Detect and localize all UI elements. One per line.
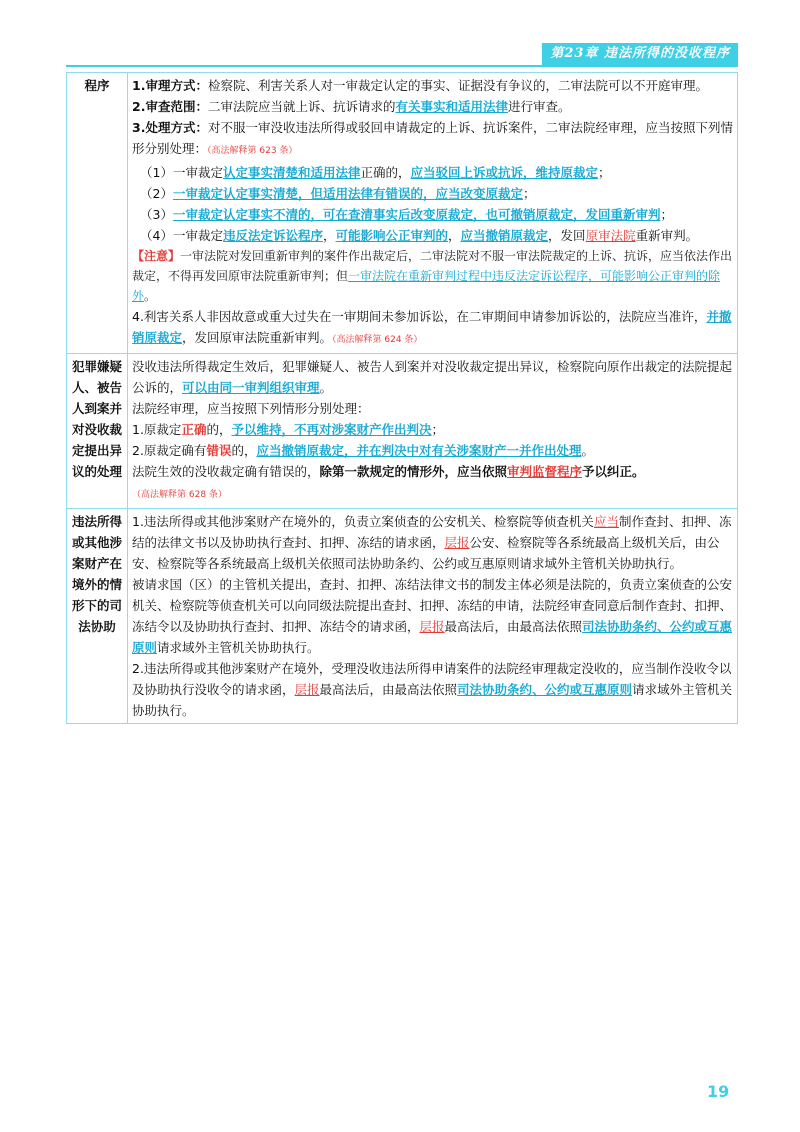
red-highlight: 层报 bbox=[294, 682, 320, 697]
text: ； bbox=[598, 165, 611, 180]
paragraph bbox=[132, 440, 733, 461]
text: 2.违法所得或其他涉案财产在境外，受理没收违法所得申请案件的法院经审理裁定没收的，应当制作没收令以及协助执行没收令的请求函， bbox=[132, 661, 732, 697]
note-box bbox=[132, 246, 733, 306]
red-highlight: 审判监督程序 bbox=[507, 464, 583, 479]
text: 对不服一审没收违法所得或驳回申请裁定的上诉、抗诉案件，二审法院经审理，应当按照下列情形分别处理： bbox=[132, 120, 733, 156]
text: 的， bbox=[231, 443, 257, 458]
highlight: 违反法定诉讼程序 bbox=[222, 228, 323, 243]
table-row bbox=[67, 73, 738, 354]
red-highlight: 层报 bbox=[419, 619, 445, 634]
highlight: 一审法院在重新审判过程中违反法定诉讼程序，可能影响公正审判的除外 bbox=[132, 269, 721, 303]
text: 请求域外主管机关协助执行。 bbox=[132, 682, 733, 718]
paragraph bbox=[132, 574, 733, 658]
text: ，发回 bbox=[548, 228, 586, 243]
paragraph bbox=[132, 658, 733, 721]
text: 检察院、利害关系人对一审裁定认定的事实、证据没有争议的，二审法院可以不开庭审理。 bbox=[207, 78, 708, 93]
text: ，发回原审法院重新审判。 bbox=[182, 330, 333, 345]
text: 进行审查。 bbox=[507, 99, 571, 114]
list-item bbox=[132, 183, 733, 204]
text: 的， bbox=[206, 422, 232, 437]
list-item bbox=[132, 225, 733, 246]
text: 。 bbox=[319, 380, 333, 395]
table-row bbox=[67, 509, 738, 724]
text: 没收违法所得裁定生效后，犯罪嫌疑人、被告人到案并对没收裁定提出异议，检察院向原作出裁定的法院提起公诉的， bbox=[132, 359, 733, 395]
text: （1）一审裁定 bbox=[140, 165, 223, 180]
text: 1.原裁定 bbox=[132, 422, 182, 437]
paragraph bbox=[132, 75, 733, 96]
row-label: 违法所得或其他涉案财产在境外的情形下的司法协助 bbox=[67, 509, 128, 724]
item-title: 3.处理方式： bbox=[132, 120, 208, 135]
red-highlight: 正确 bbox=[181, 422, 207, 437]
row-content bbox=[128, 354, 738, 509]
text: 二审法院应当就上诉、抗诉请求的 bbox=[207, 99, 396, 114]
citation: （高法解释第 628 条） bbox=[132, 490, 227, 500]
text: 被请求国（区）的主管机关提出，查封、扣押、冻结法律文书的制发主体必须是法院的，负责立案侦查的公安机关、检察院等侦查机关可以向同级法院提出查封、扣押、冻结的申请，法院经审查同意后制作查封、扣押、冻结令以及协助执行查封、扣押、冻结令的请求函， bbox=[132, 577, 733, 634]
text: ， bbox=[448, 228, 461, 243]
chapter-header: 第23章 违法所得的没收程序 bbox=[542, 43, 738, 65]
red-highlight: 应当 bbox=[593, 514, 619, 529]
highlight: 可以由同一审判组织审理 bbox=[182, 380, 320, 395]
text: ； bbox=[431, 422, 444, 437]
paragraph bbox=[132, 482, 733, 506]
paragraph bbox=[132, 96, 733, 117]
highlight: 一审裁定认定事实清楚，但适用法律有错误的，应当改变原裁定 bbox=[172, 186, 523, 201]
citation: （高法解释第 623 条） bbox=[207, 146, 298, 156]
text: 2.原裁定确有 bbox=[132, 443, 207, 458]
paragraph bbox=[132, 117, 733, 162]
text: 重新审判。 bbox=[635, 228, 699, 243]
text: ； bbox=[660, 207, 673, 222]
highlight: 应当撤销原裁定，并在判决中对有关涉案财产一并作出处理 bbox=[256, 443, 582, 458]
table-row bbox=[67, 354, 738, 509]
paragraph bbox=[132, 356, 733, 398]
text: 一审法院对发回重新审判的案件作出裁定后，二审法院对不服一审法院裁定的上诉、抗诉，应当依法作出裁定，不得再发回原审法院重新审判；但 bbox=[132, 249, 733, 283]
note-label: 【注意】 bbox=[132, 249, 181, 263]
highlight: 予以维持，不再对涉案财产作出判决 bbox=[231, 422, 432, 437]
text: ， bbox=[322, 228, 336, 243]
text: 最高法后，由最高法依照 bbox=[444, 619, 583, 634]
highlight: 司法协助条约、公约或互惠原则 bbox=[457, 682, 633, 697]
text: 法院生效的没收裁定确有错误的， bbox=[132, 464, 320, 479]
red-highlight: 错误 bbox=[206, 443, 232, 458]
page-number: 19 bbox=[707, 1082, 730, 1101]
highlight: 有关事实和适用法律 bbox=[395, 99, 508, 114]
highlight: 认定事实清楚和适用法律 bbox=[222, 165, 361, 180]
text: ； bbox=[522, 186, 536, 201]
text: 最高法后，由最高法依照 bbox=[319, 682, 458, 697]
text: 1.违法所得或其他涉案财产在境外的，负责立案侦查的公安机关、检察院等侦查机关 bbox=[132, 514, 594, 529]
paragraph bbox=[132, 511, 733, 574]
text: 制作查封、扣押、冻结的法律文书以及协助执行查封、扣押、冻结的请求函， bbox=[132, 514, 732, 550]
text: （3） bbox=[140, 207, 173, 222]
row-label: 程序 bbox=[67, 73, 128, 354]
row-content bbox=[128, 509, 738, 724]
list-item bbox=[132, 204, 733, 225]
paragraph bbox=[132, 419, 733, 440]
paragraph: 法院经审理，应当按照下列情形分别处理： bbox=[132, 401, 370, 416]
text: 。 bbox=[144, 289, 157, 303]
citation: （高法解释第 624 条） bbox=[332, 335, 423, 345]
item-title: 1.审理方式： bbox=[132, 78, 208, 93]
text: （2） bbox=[140, 186, 173, 201]
text: 公安、检察院等各系统最高上级机关后，由公安、检察院等各系统最高上级机关依照司法协助条约、公约或互惠原则请求域外主管机关协助执行。 bbox=[132, 535, 720, 571]
highlight: 应当驳回上诉或抗诉，维持原裁定 bbox=[410, 165, 599, 180]
highlight: 并撤销原裁定 bbox=[132, 309, 732, 345]
content-table bbox=[66, 72, 738, 724]
row-label: 犯罪嫌疑人、被告人到案并对没收裁定提出异议的处理 bbox=[67, 354, 128, 509]
bold-text: 除第一款规定的情形外，应当依照 bbox=[319, 464, 508, 479]
text: 请求域外主管机关协助执行。 bbox=[157, 640, 320, 655]
row-content bbox=[128, 73, 738, 354]
text: 。 bbox=[581, 443, 594, 458]
highlight: 可能影响公正审判的 bbox=[335, 228, 449, 243]
red-highlight: 层报 bbox=[444, 535, 470, 550]
highlight: 应当撤销原裁定 bbox=[460, 228, 549, 243]
list-item bbox=[132, 162, 733, 183]
item-title: 2.审查范围： bbox=[132, 99, 208, 114]
paragraph bbox=[132, 461, 733, 482]
bold-text: 予以纠正。 bbox=[582, 464, 645, 479]
paragraph bbox=[132, 306, 733, 351]
header-rule bbox=[66, 65, 738, 67]
highlight: 司法协助条约、公约或互惠原则 bbox=[132, 619, 733, 655]
text: 4.利害关系人非因故意或重大过失在一审期间未参加诉讼，在二审期间申请参加诉讼的，法院应当准许， bbox=[132, 309, 707, 324]
highlight: 一审裁定认定事实不清的，可在查清事实后改变原裁定，也可撤销原裁定，发回重新审判 bbox=[172, 207, 661, 222]
text: （4）一审裁定 bbox=[140, 228, 223, 243]
red-highlight: 原审法院 bbox=[585, 228, 636, 243]
text: 正确的， bbox=[360, 165, 411, 180]
